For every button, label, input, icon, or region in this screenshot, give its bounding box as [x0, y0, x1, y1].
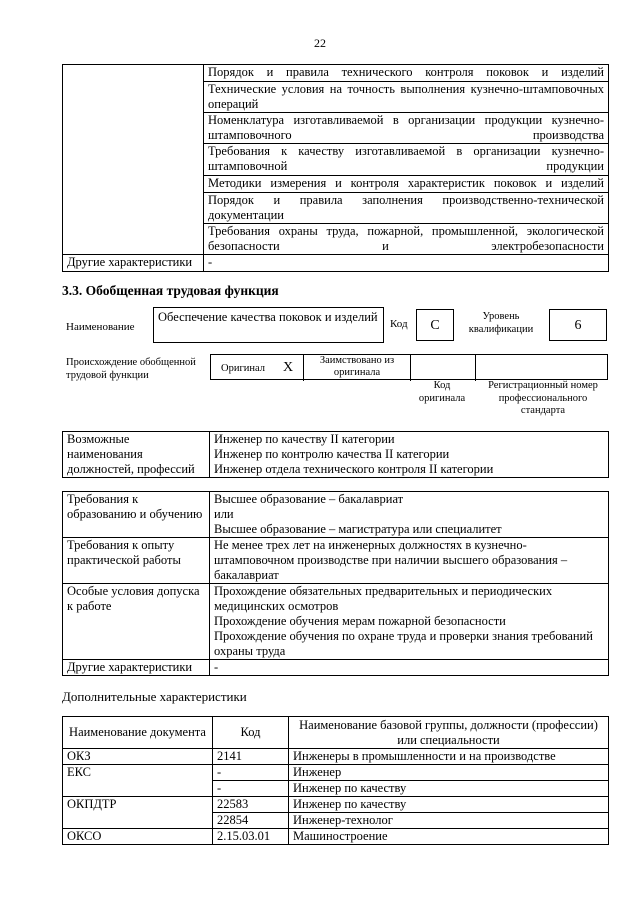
- code-cell: 22583: [213, 797, 289, 813]
- section-heading: 3.3. Обобщенная трудовая функция: [62, 283, 279, 298]
- level-value: 6: [574, 318, 582, 333]
- education-label: Требования к образованию и обучению: [63, 492, 210, 538]
- additional-table: [62, 716, 609, 845]
- col-header-name: Наименование базовой группы, должности (профессии) или специальности: [289, 717, 609, 749]
- education-line: Высшее образование – магистратура или специалитет: [214, 522, 502, 536]
- name-cell: Инженер по качеству: [289, 781, 609, 797]
- level-box: [549, 309, 607, 341]
- code-cell: 22854: [213, 813, 289, 829]
- borrowed-label: Заимствовано из оригинала: [319, 355, 395, 379]
- doc-cell: ОКПДТР: [63, 797, 213, 829]
- other-characteristics-label: Другие характеристики: [63, 660, 210, 676]
- origin-divider: [475, 355, 476, 381]
- positions-list: [210, 432, 609, 478]
- name-cell: Машиностроение: [289, 829, 609, 845]
- level-label: Уровень квалификации: [468, 311, 534, 335]
- doc-cell: ОКСО: [63, 829, 213, 845]
- education-line: или: [214, 507, 234, 521]
- other-characteristics-value: -: [204, 255, 609, 272]
- knowledge-item: Номенклатура изготавливаемой в организации продукции кузнечно-штамповочного производства: [204, 113, 609, 144]
- code-box: [416, 309, 454, 341]
- experience-value: Не менее трех лет на инженерных должностях в кузнечно-штамповочном производстве при наличии высшего образования – бакалавриат: [210, 538, 609, 584]
- col-header-document: Наименование документа: [63, 717, 213, 749]
- name-cell: Инженер-технолог: [289, 813, 609, 829]
- original-mark: X: [283, 360, 294, 375]
- code-value: C: [430, 318, 440, 333]
- positions-label: Возможные наименования должностей, профессий: [63, 432, 210, 478]
- doc-cell: ЕКС: [63, 765, 213, 797]
- additional-heading: Дополнительные характеристики: [62, 689, 247, 704]
- name-cell: Инженер: [289, 765, 609, 781]
- function-name-label: Наименование: [66, 321, 135, 333]
- knowledge-item: Требования охраны труда, пожарной, промышленной, экологической безопасности и электробезопасности: [204, 224, 609, 255]
- special-condition: Прохождение обучения мерам пожарной безопасности: [214, 614, 506, 628]
- name-cell: Инженер по качеству: [289, 797, 609, 813]
- origin-label: Происхождение обобщенной трудовой функции: [66, 357, 196, 381]
- requirements-table: [62, 491, 609, 676]
- experience-label: Требования к опыту практической работы: [63, 538, 210, 584]
- doc-cell: ОКЗ: [63, 749, 213, 765]
- code-cell: -: [213, 781, 289, 797]
- position-item: Инженер по качеству II категории: [214, 432, 395, 446]
- code-cell: 2141: [213, 749, 289, 765]
- knowledge-label-cell: [63, 65, 204, 255]
- original-label: Оригинал: [221, 363, 265, 374]
- education-value: [210, 492, 609, 538]
- knowledge-item: Технические условия на точность выполнения кузнечно-штамповочных операций: [204, 82, 609, 113]
- origin-row: [210, 354, 608, 380]
- position-item: Инженер отдела технического контроля II категории: [214, 462, 494, 476]
- page-number: 22: [314, 36, 326, 50]
- special-condition: Прохождение обучения по охране труда и проверки знания требований охраны труда: [214, 629, 593, 658]
- name-cell: Инженеры в промышленности и на производстве: [289, 749, 609, 765]
- other-characteristics-label: Другие характеристики: [63, 255, 204, 272]
- positions-table: [62, 431, 609, 478]
- code-original-caption: Код оригинала: [418, 380, 466, 404]
- special-conditions-value: [210, 584, 609, 660]
- knowledge-item: Порядок и правила технического контроля поковок и изделий: [204, 65, 609, 82]
- reg-number-caption: Регистрационный номер профессионального стандарта: [488, 380, 598, 417]
- knowledge-item: Требования к качеству изготавливаемой в организации кузнечно-штамповочной продукции: [204, 144, 609, 176]
- code-label: Код: [390, 318, 408, 330]
- special-conditions-label: Особые условия допуска к работе: [63, 584, 210, 660]
- other-characteristics-value: -: [210, 660, 609, 676]
- code-cell: -: [213, 765, 289, 781]
- position-item: Инженер по контролю качества II категории: [214, 447, 450, 461]
- education-line: Высшее образование – бакалавриат: [214, 492, 404, 506]
- function-name-value: Обеспечение качества поковок и изделий: [158, 310, 378, 324]
- origin-divider: [303, 355, 304, 381]
- code-cell: 2.15.03.01: [213, 829, 289, 845]
- knowledge-item: Порядок и правила заполнения производственно-технической документации: [204, 193, 609, 224]
- origin-divider: [410, 355, 411, 381]
- function-name-box: [153, 307, 384, 343]
- top-characteristics-table: [62, 64, 609, 272]
- knowledge-item: Методики измерения и контроля характеристик поковок и изделий: [204, 176, 609, 193]
- special-condition: Прохождение обязательных предварительных и периодических медицинских осмотров: [214, 584, 553, 613]
- col-header-code: Код: [213, 717, 289, 749]
